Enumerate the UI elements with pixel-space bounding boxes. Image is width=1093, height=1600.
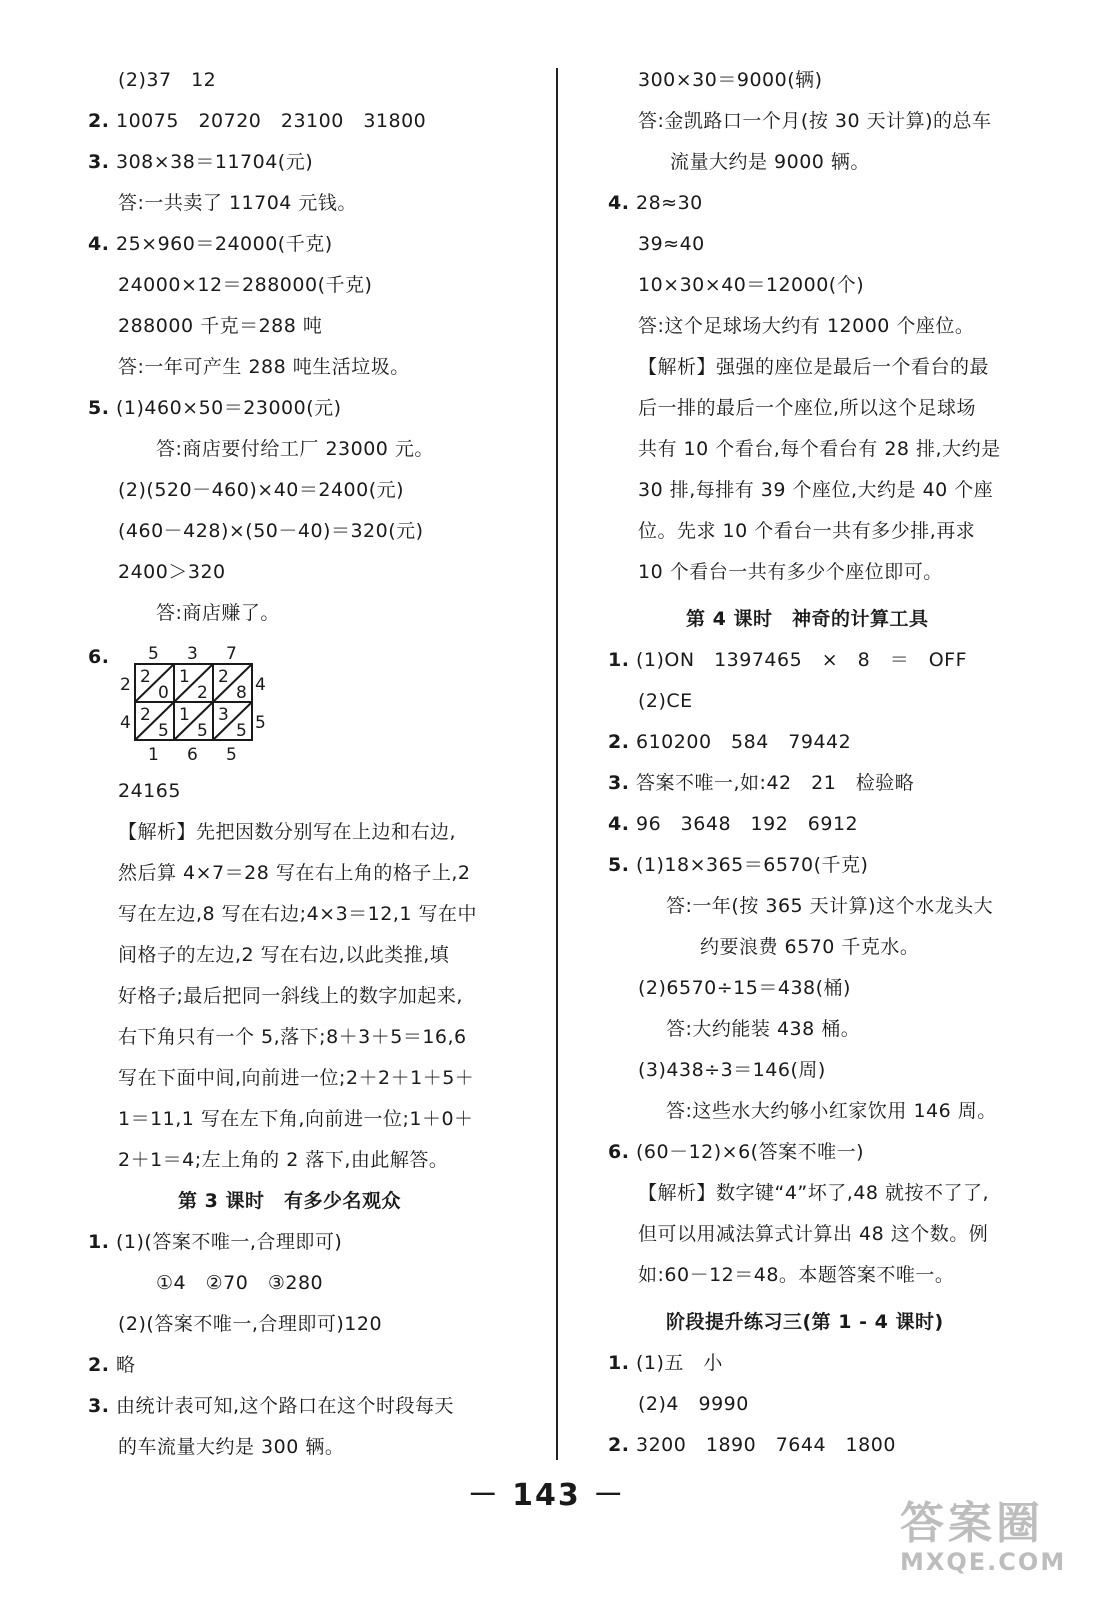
question-number: 4.	[608, 192, 630, 214]
answer-line: 答:一年(按 365 天计算)这个水龙头大	[666, 895, 994, 917]
explanation-line: 【解析】先把因数分别写在上边和右边,	[118, 821, 457, 843]
question-number: 6.	[608, 1141, 630, 1163]
question-number: 6.	[88, 646, 110, 668]
answer-line: 约要浪费 6570 千克水。	[700, 936, 920, 958]
answer-line: 300×30＝9000(辆)	[638, 69, 823, 91]
explanation-line: 【解析】强强的座位是最后一个看台的最	[638, 356, 990, 378]
answer-line: 6. (60－12)×6(答案不唯一)	[608, 1141, 865, 1163]
lattice-cell-tens: 2	[140, 667, 151, 687]
explanation-line: 好格子;最后把同一斜线上的数字加起来,	[118, 985, 463, 1007]
answer-line: (460－428)×(50－40)＝320(元)	[118, 520, 424, 542]
question-number: 3.	[88, 1395, 110, 1417]
watermark-text: 答案圈	[900, 1498, 1044, 1549]
lattice-top-digit: 7	[226, 644, 237, 664]
question-number: 1.	[608, 1352, 630, 1374]
answer-line: 4. 25×960＝24000(千克)	[88, 233, 333, 255]
lattice-right-digit: 5	[255, 713, 266, 733]
page-number: － 143 －	[467, 1478, 626, 1513]
lattice-left-digit: 4	[120, 713, 131, 733]
answer-line: 答:这些水大约够小红家饮用 146 周。	[666, 1100, 997, 1122]
question-number: 5.	[88, 397, 110, 419]
answer-line: 4. 28≈30	[608, 192, 703, 214]
answer-line: 288000 千克＝288 吨	[118, 315, 323, 337]
lattice-cell-ones: 5	[236, 721, 247, 741]
answer-line: (2)4 9990	[638, 1393, 749, 1415]
answer-line: 5. (1)460×50＝23000(元)	[88, 397, 342, 419]
explanation-line: 【解析】数字键“4”坏了,48 就按不了了,	[638, 1182, 990, 1204]
answer-line: 的车流量大约是 300 辆。	[118, 1436, 345, 1458]
lattice-bottom-digit: 5	[226, 745, 237, 765]
question-number: 4.	[608, 813, 630, 835]
answer-line: 2. 3200 1890 7644 1800	[608, 1434, 896, 1456]
lattice-cell-tens: 2	[218, 667, 229, 687]
answer-line: 3. 308×38＝11704(元)	[88, 151, 314, 173]
lattice-cell-ones: 8	[236, 683, 247, 703]
watermark-logo	[900, 1500, 1080, 1596]
answer-line: 5. (1)18×365＝6570(千克)	[608, 854, 869, 876]
answer-line: 2. 略	[88, 1354, 136, 1376]
watermark-url: MXQE.COM	[900, 1548, 1067, 1576]
section-heading: 第 3 课时 有多少名观众	[178, 1190, 401, 1212]
explanation-line: 后一排的最后一个座位,所以这个足球场	[638, 397, 977, 419]
answer-line: ①4 ②70 ③280	[156, 1272, 324, 1294]
explanation-line: 写在下面中间,向前进一位;2＋2＋1＋5＋	[118, 1067, 475, 1089]
answer-line: 答:一年可产生 288 吨生活垃圾。	[118, 356, 410, 378]
question-number: 2.	[608, 1434, 630, 1456]
lattice-bottom-digit: 6	[187, 745, 198, 765]
question-number: 2.	[608, 731, 630, 753]
lattice-top-digit: 5	[148, 644, 159, 664]
lattice-multiplication-figure	[118, 640, 268, 772]
explanation-line: 共有 10 个看台,每个看台有 28 排,大约是	[638, 438, 1001, 460]
answer-line: 答:商店要付给工厂 23000 元。	[156, 438, 434, 460]
explanation-line: 位。先求 10 个看台一共有多少排,再求	[638, 520, 976, 542]
answer-line: (2)37 12	[118, 69, 217, 91]
question-number: 1.	[88, 1231, 110, 1253]
explanation-line: 10 个看台一共有多少个座位即可。	[638, 561, 943, 583]
lattice-bottom-digit: 1	[148, 745, 159, 765]
lattice-cell-ones: 5	[197, 721, 208, 741]
explanation-line: 右下角只有一个 5,落下;8＋3＋5＝16,6	[118, 1026, 467, 1048]
answer-line: 答:大约能装 438 桶。	[666, 1018, 861, 1040]
answer-line: 答:这个足球场大约有 12000 个座位。	[638, 315, 975, 337]
lattice-top-digit: 3	[187, 644, 198, 664]
lattice-cell-tens: 1	[179, 667, 190, 687]
question-number: 5.	[608, 854, 630, 876]
section-heading: 第 4 课时 神奇的计算工具	[686, 608, 929, 630]
lattice-left-digit: 2	[120, 675, 131, 695]
answer-line: 答:商店赚了。	[156, 602, 280, 624]
question-number: 2.	[88, 110, 110, 132]
explanation-line: 但可以用减法算式计算出 48 这个数。例	[638, 1223, 989, 1245]
answer-line: 答:一共卖了 11704 元钱。	[118, 192, 357, 214]
explanation-line: 间格子的左边,2 写在右边,以此类推,填	[118, 944, 450, 966]
lattice-right-digit: 4	[255, 675, 266, 695]
answer-line: (2)CE	[638, 690, 693, 712]
answer-line: (2)(520－460)×40＝2400(元)	[118, 479, 405, 501]
lattice-cell-tens: 3	[218, 705, 229, 725]
answer-line: (2)(答案不唯一,合理即可)120	[118, 1313, 383, 1335]
explanation-line: 如:60－12＝48。本题答案不唯一。	[638, 1264, 955, 1286]
answer-line: 39≈40	[638, 233, 705, 255]
answer-line: 1. (1)ON 1397465 × 8 ＝ OFF	[608, 649, 968, 671]
question-number: 1.	[608, 649, 630, 671]
answer-line: 1. (1)(答案不唯一,合理即可)	[88, 1231, 343, 1253]
explanation-line: 1＝11,1 写在左下角,向前进一位;1＋0＋	[118, 1108, 474, 1130]
explanation-line: 30 排,每排有 39 个座位,大约是 40 个座	[638, 479, 994, 501]
explanation-line: 然后算 4×7＝28 写在右上角的格子上,2	[118, 862, 471, 884]
explanation-line: 2＋1＝4;左上角的 2 落下,由此解答。	[118, 1149, 449, 1171]
answer-line: 2. 10075 20720 23100 31800	[88, 110, 427, 132]
answer-line: 答:金凯路口一个月(按 30 天计算)的总车	[638, 110, 992, 132]
question-number: 2.	[88, 1354, 110, 1376]
answer-line: 10×30×40＝12000(个)	[638, 274, 865, 296]
answer-line: 1. (1)五 小	[608, 1352, 723, 1374]
lattice-cell-ones: 0	[158, 683, 169, 703]
answer-line: 4. 96 3648 192 6912	[608, 813, 859, 835]
answer-line	[88, 644, 109, 670]
column-divider	[556, 68, 558, 1460]
lattice-cell-tens: 1	[179, 705, 190, 725]
question-number: 3.	[608, 772, 630, 794]
answer-line: 24165	[118, 780, 181, 802]
answer-line: 流量大约是 9000 辆。	[670, 151, 870, 173]
answer-line: 2400＞320	[118, 561, 226, 583]
answer-line: (2)6570÷15＝438(桶)	[638, 977, 851, 999]
answer-line: 24000×12＝288000(千克)	[118, 274, 373, 296]
question-number: 4.	[88, 233, 110, 255]
lattice-grid	[118, 640, 268, 772]
lattice-cell-ones: 5	[158, 721, 169, 741]
lattice-cell-tens: 2	[140, 705, 151, 725]
explanation-line: 写在左边,8 写在右边;4×3＝12,1 写在中	[118, 903, 478, 925]
question-number: 3.	[88, 151, 110, 173]
answer-line: (3)438÷3＝146(周)	[638, 1059, 826, 1081]
answer-line: 2. 610200 584 79442	[608, 731, 852, 753]
section-heading: 阶段提升练习三(第 1 - 4 课时)	[666, 1311, 944, 1333]
lattice-cell-ones: 2	[197, 683, 208, 703]
answer-line: 3. 由统计表可知,这个路口在这个时段每天	[88, 1395, 455, 1417]
answer-line: 3. 答案不唯一,如:42 21 检验略	[608, 772, 915, 794]
